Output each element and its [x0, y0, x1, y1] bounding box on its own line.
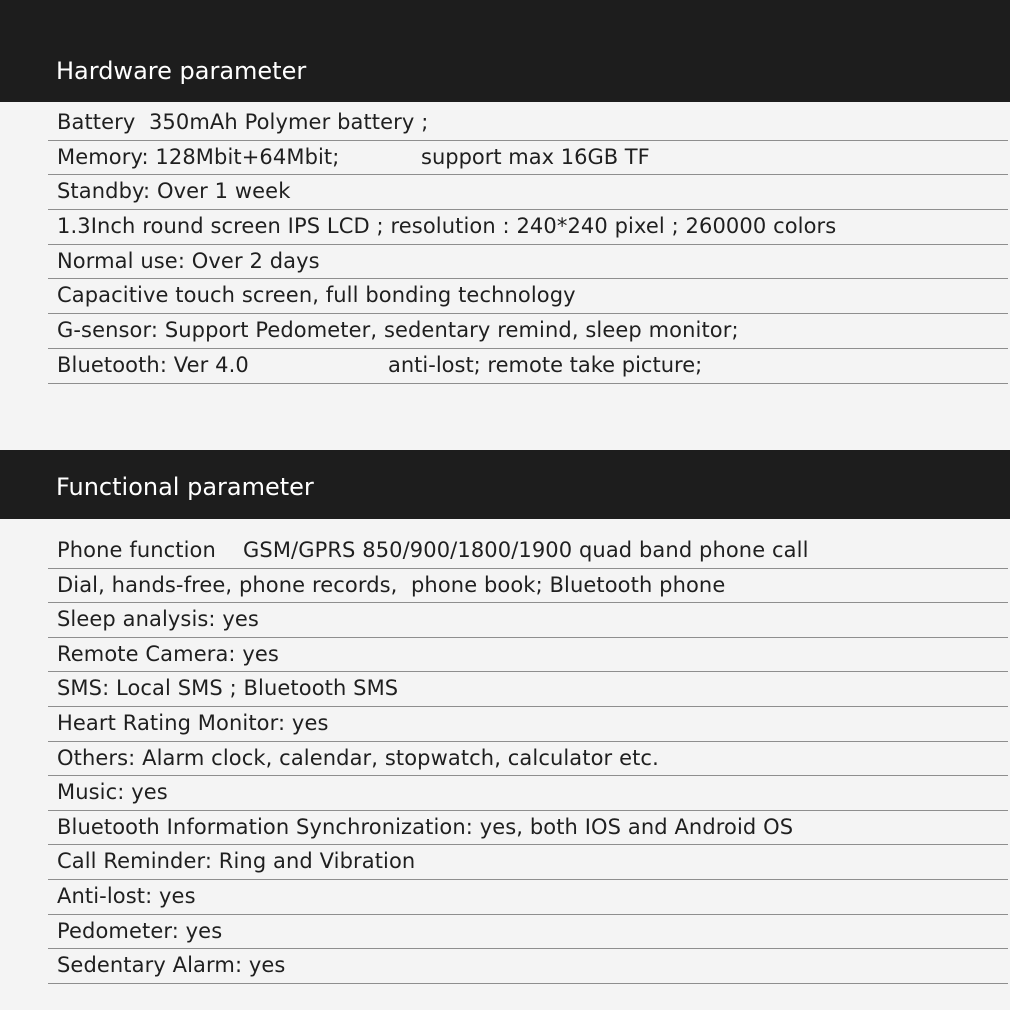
spec-row-pedometer [48, 915, 1008, 950]
spec-row-text: Dial, hands-free, phone records, phone book; Bluetooth phone [57, 572, 726, 597]
spec-row-text: G-sensor: Support Pedometer, sedentary remind, sleep monitor; [57, 318, 739, 343]
spec-row-battery [48, 106, 1008, 141]
functional-section-title: Functional parameter [56, 473, 314, 501]
spec-row-anti-lost [48, 880, 1008, 915]
spec-row-memory [48, 141, 1008, 176]
spec-row-text: Sleep analysis: yes [57, 607, 259, 632]
hardware-section-header [0, 0, 1010, 102]
spec-row-music [48, 776, 1008, 811]
spec-row-text: Pedometer: yes [57, 918, 223, 943]
spec-row-text: Bluetooth Information Synchronization: yes, both IOS and Android OS [57, 814, 794, 839]
spec-row-call-reminder [48, 845, 1008, 880]
spec-row-touch-screen [48, 279, 1008, 314]
spec-row-normal-use [48, 245, 1008, 280]
spec-row-text: 1.3Inch round screen IPS LCD ; resolution : 240*240 pixel ; 260000 colors [57, 214, 837, 239]
spec-row-text: SMS: Local SMS ; Bluetooth SMS [57, 676, 399, 701]
spec-row-sleep-analysis [48, 603, 1008, 638]
spec-row-g-sensor [48, 314, 1008, 349]
spec-row-dial [48, 569, 1008, 604]
spec-row-text: Sedentary Alarm: yes [57, 953, 286, 978]
spec-row-phone-function [48, 534, 1008, 569]
spec-row-standby [48, 175, 1008, 210]
spec-row-heart-rate [48, 707, 1008, 742]
spec-row-sms [48, 672, 1008, 707]
functional-parameter-list [48, 534, 1008, 984]
spec-row-bluetooth-sync [48, 811, 1008, 846]
spec-row-text: Capacitive touch screen, full bonding technology [57, 283, 576, 308]
spec-row-text: Normal use: Over 2 days [57, 248, 320, 273]
spec-row-text: Others: Alarm clock, calendar, stopwatch, calculator etc. [57, 745, 659, 770]
hardware-section-title: Hardware parameter [56, 57, 307, 85]
spec-row-bluetooth [48, 349, 1008, 384]
spec-row-text: Bluetooth: Ver 4.0 [57, 352, 249, 377]
spec-row-text: Standby: Over 1 week [57, 179, 291, 204]
spec-row-screen [48, 210, 1008, 245]
spec-row-text: Call Reminder: Ring and Vibration [57, 849, 416, 874]
spec-row-text: Anti-lost: yes [57, 883, 196, 908]
spec-row-text: Battery 350mAh Polymer battery ; [57, 110, 429, 134]
spec-row-text: Music: yes [57, 780, 168, 805]
spec-row-text: Memory: 128Mbit+64Mbit; [57, 144, 340, 169]
spec-row-others [48, 742, 1008, 777]
spec-row-text: Remote Camera: yes [57, 641, 279, 666]
functional-section-header [0, 450, 1010, 519]
spec-row-text: Heart Rating Monitor: yes [57, 710, 329, 735]
spec-row-detail: support max 16GB TF [421, 144, 650, 169]
spec-row-detail: anti-lost; remote take picture; [388, 352, 703, 377]
hardware-parameter-list [48, 106, 1008, 384]
spec-row-sedentary-alarm [48, 949, 1008, 984]
spec-row-remote-camera [48, 638, 1008, 673]
spec-row-text: Phone function GSM/GPRS 850/900/1800/1900 quad band phone call [57, 538, 809, 562]
